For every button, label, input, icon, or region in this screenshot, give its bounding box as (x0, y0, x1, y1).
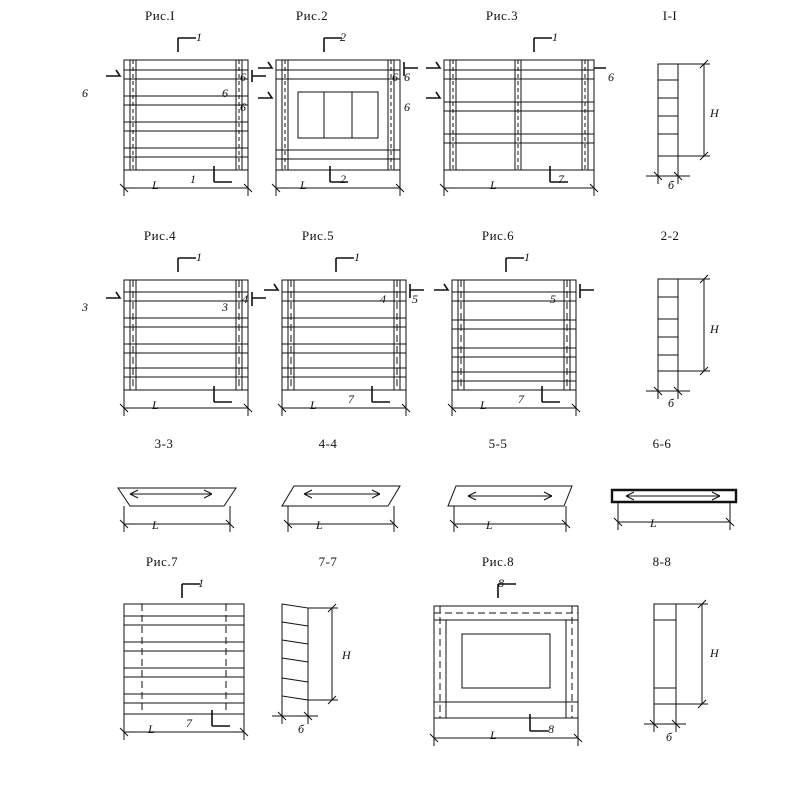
dim-label-H-sec11: H (710, 106, 719, 120)
figure-sec55 (432, 460, 592, 540)
mark-label-1-top-ris7: 1 (198, 576, 204, 590)
mark-label-7-bottom-ris3: 7 (558, 172, 564, 186)
figure-caption-ris7: Рис.7 (145, 554, 179, 569)
figure-sec44 (268, 460, 418, 540)
mark-label-6-left-ris1: 6 (82, 86, 88, 100)
mark-label-7-bottom-ris5: 7 (348, 392, 354, 406)
figure-ris7 (100, 576, 270, 746)
mark-label-7-bottom-ris6: 7 (518, 392, 524, 406)
figure-caption-sec33: 3-3 (154, 436, 174, 451)
dim-label-L-ris5: L (310, 398, 317, 412)
mark-label-6-right-ris2: 6 (392, 70, 398, 84)
mark-label-8-bottom-ris8: 8 (548, 722, 554, 736)
mark-label-1-top-ris4: 1 (196, 250, 202, 264)
mark-label-4-left-ris5: 4 (242, 292, 248, 306)
figure-sec77 (262, 590, 382, 750)
mark-label-2-bottom-ris2: 2 (340, 172, 346, 186)
dim-label-L-sec55: L (486, 518, 493, 532)
figure-ris8 (420, 576, 600, 751)
mark-label-1-bottom-ris1: 1 (190, 172, 196, 186)
figure-caption-sec22: 2-2 (660, 228, 680, 243)
mark-label-1-top-ris1: 1 (196, 30, 202, 44)
figure-caption-ris5: Рис.5 (301, 228, 335, 243)
mark-label-8-top-ris8: 8 (498, 576, 504, 590)
dim-label-b-sec88: б (666, 730, 673, 744)
figure-ris6 (428, 250, 598, 420)
mark-label-5-right-ris6: 5 (550, 292, 556, 306)
figure-sec11 (630, 50, 750, 200)
figure-caption-sec66: 6-6 (652, 436, 672, 451)
mark-label-5-left-ris6: 5 (412, 292, 418, 306)
figure-sec88 (630, 590, 750, 750)
dim-label-L-ris7: L (148, 722, 155, 736)
mark-label-6-left2-ris3: 6 (404, 100, 410, 114)
dim-label-H-sec77: H (342, 648, 351, 662)
figure-caption-ris3: Рис.3 (485, 8, 519, 23)
figure-caption-ris8: Рис.8 (481, 554, 515, 569)
figure-sec22 (630, 265, 750, 415)
figure-caption-ris4: Рис.4 (143, 228, 177, 243)
dim-label-L-ris6: L (480, 398, 487, 412)
dim-label-H-sec22: H (710, 322, 719, 336)
dim-label-L-ris4: L (152, 398, 159, 412)
mark-label-1-top-ris6: 1 (524, 250, 530, 264)
mark-label-1-top-ris3: 1 (552, 30, 558, 44)
mark-label-6-left-ris3: 6 (404, 70, 410, 84)
mark-label-3-right-ris4: 3 (222, 300, 228, 314)
dim-label-L-ris3: L (490, 178, 497, 192)
figure-caption-ris1: Рис.I (144, 8, 176, 23)
dim-label-L-sec66: L (650, 516, 657, 530)
figure-caption-sec44: 4-4 (318, 436, 338, 451)
mark-label-6-left2-ris2: 6 (240, 100, 246, 114)
figure-ris4 (100, 250, 270, 420)
figure-caption-sec77: 7-7 (318, 554, 338, 569)
dim-label-L-sec44: L (316, 518, 323, 532)
figure-caption-sec55: 5-5 (488, 436, 508, 451)
dim-label-H-sec88: H (710, 646, 719, 660)
dim-label-b-sec22: б (668, 396, 675, 410)
dim-label-L-ris2: L (300, 178, 307, 192)
dim-label-L-sec33: L (152, 518, 159, 532)
figure-ris1 (100, 30, 270, 200)
dim-label-b-sec11: б (668, 178, 675, 192)
figure-sec33 (104, 460, 254, 540)
mark-label-4-right-ris5: 4 (380, 292, 386, 306)
mark-label-2-top-ris2: 2 (340, 30, 346, 44)
dim-label-L-ris1: L (152, 178, 159, 192)
figure-caption-sec11: I-I (662, 8, 678, 23)
mark-label-1-top-ris5: 1 (354, 250, 360, 264)
mark-label-6-right-ris3: 6 (608, 70, 614, 84)
figure-caption-ris2: Рис.2 (295, 8, 329, 23)
dim-label-b-sec77: б (298, 722, 305, 736)
figure-caption-sec88: 8-8 (652, 554, 672, 569)
mark-label-6-right-ris1: 6 (222, 86, 228, 100)
figure-ris5 (258, 250, 428, 420)
figure-caption-ris6: Рис.6 (481, 228, 515, 243)
figure-ris3 (420, 30, 610, 200)
figure-ris2 (252, 30, 422, 200)
figure-sec66 (596, 460, 756, 540)
mark-label-3-left-ris4: 3 (82, 300, 88, 314)
mark-label-7-bottom-ris7: 7 (186, 716, 192, 730)
dim-label-L-ris8: L (490, 728, 497, 742)
mark-label-6-left-ris2: 6 (240, 70, 246, 84)
